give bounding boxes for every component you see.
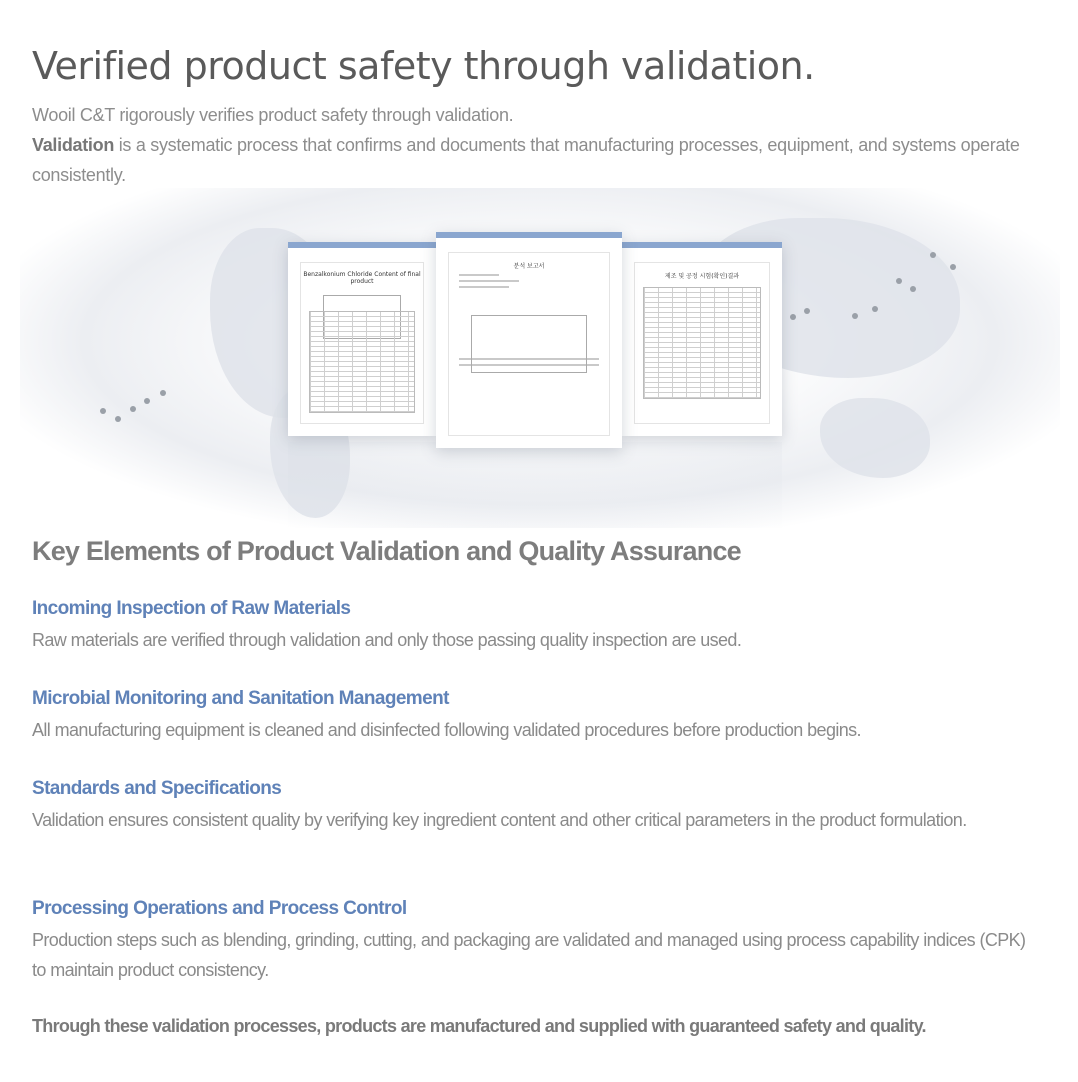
trend-dot xyxy=(130,406,136,412)
text-line xyxy=(459,274,499,276)
validation-documents-hero xyxy=(20,188,1060,528)
document-center-chromatogram xyxy=(471,315,587,373)
item-title-microbial-monitoring: Microbial Monitoring and Sanitation Management xyxy=(32,688,449,709)
trend-dot xyxy=(790,314,796,320)
item-desc-raw-materials: Raw materials are verified through validation and only those passing quality inspection are used. xyxy=(32,630,742,650)
trend-dot xyxy=(115,416,121,422)
intro-definition: is a systematic process that confirms and documents that manufacturing processes, equipment, and systems operate consistently. xyxy=(32,135,1020,185)
trend-dot xyxy=(930,252,936,258)
trend-dot xyxy=(804,308,810,314)
text-line xyxy=(459,286,509,288)
intro-line-1: Wooil C&T rigorously verifies product safety through validation. xyxy=(32,105,514,125)
document-left xyxy=(288,242,436,436)
item-title-standards: Standards and Specifications xyxy=(32,778,282,799)
intro-bold-term: Validation xyxy=(32,135,115,155)
trend-dot xyxy=(160,390,166,396)
trend-dot xyxy=(100,408,106,414)
text-line xyxy=(459,280,519,282)
document-right-title: 제조 및 공정 시험(확인)결과 xyxy=(664,273,740,280)
document-left-page xyxy=(300,262,424,424)
section-title: Key Elements of Product Validation and Quality Assurance xyxy=(32,536,741,566)
page-title: Verified product safety through validation. xyxy=(32,44,815,88)
trend-dot xyxy=(950,264,956,270)
item-desc-microbial-monitoring: All manufacturing equipment is cleaned and disinfected following validated procedures before production begins. xyxy=(32,720,861,740)
document-center xyxy=(436,232,622,448)
trend-dot xyxy=(852,313,858,319)
document-center-title: 분석 보고서 xyxy=(513,263,545,270)
document-reflection xyxy=(288,442,782,528)
document-right xyxy=(622,242,782,436)
intro-line-2 xyxy=(32,130,1032,190)
item-desc-process-control: Production steps such as blending, grinding, cutting, and packaging are validated and managed using process capability indices (CPK) to maintain product consistency. xyxy=(32,930,1026,980)
closing-statement: Through these validation processes, products are manufactured and supplied with guaranteed safety and quality. xyxy=(32,1016,926,1036)
document-center-page xyxy=(448,252,610,436)
document-left-table xyxy=(309,311,415,413)
intro-text xyxy=(32,100,1032,190)
item-desc-standards: Validation ensures consistent quality by verifying key ingredient content and other critical parameters in the product formulation. xyxy=(32,810,967,830)
trend-dot xyxy=(872,306,878,312)
item-title-process-control: Processing Operations and Process Control xyxy=(32,898,407,919)
item-title-raw-materials: Incoming Inspection of Raw Materials xyxy=(32,598,351,619)
trend-dot xyxy=(910,286,916,292)
trend-dot xyxy=(896,278,902,284)
document-right-table xyxy=(643,287,761,399)
trend-dot xyxy=(144,398,150,404)
document-right-page xyxy=(634,262,770,424)
document-left-title: Benzalkonium Chloride Content of final product xyxy=(303,271,421,285)
